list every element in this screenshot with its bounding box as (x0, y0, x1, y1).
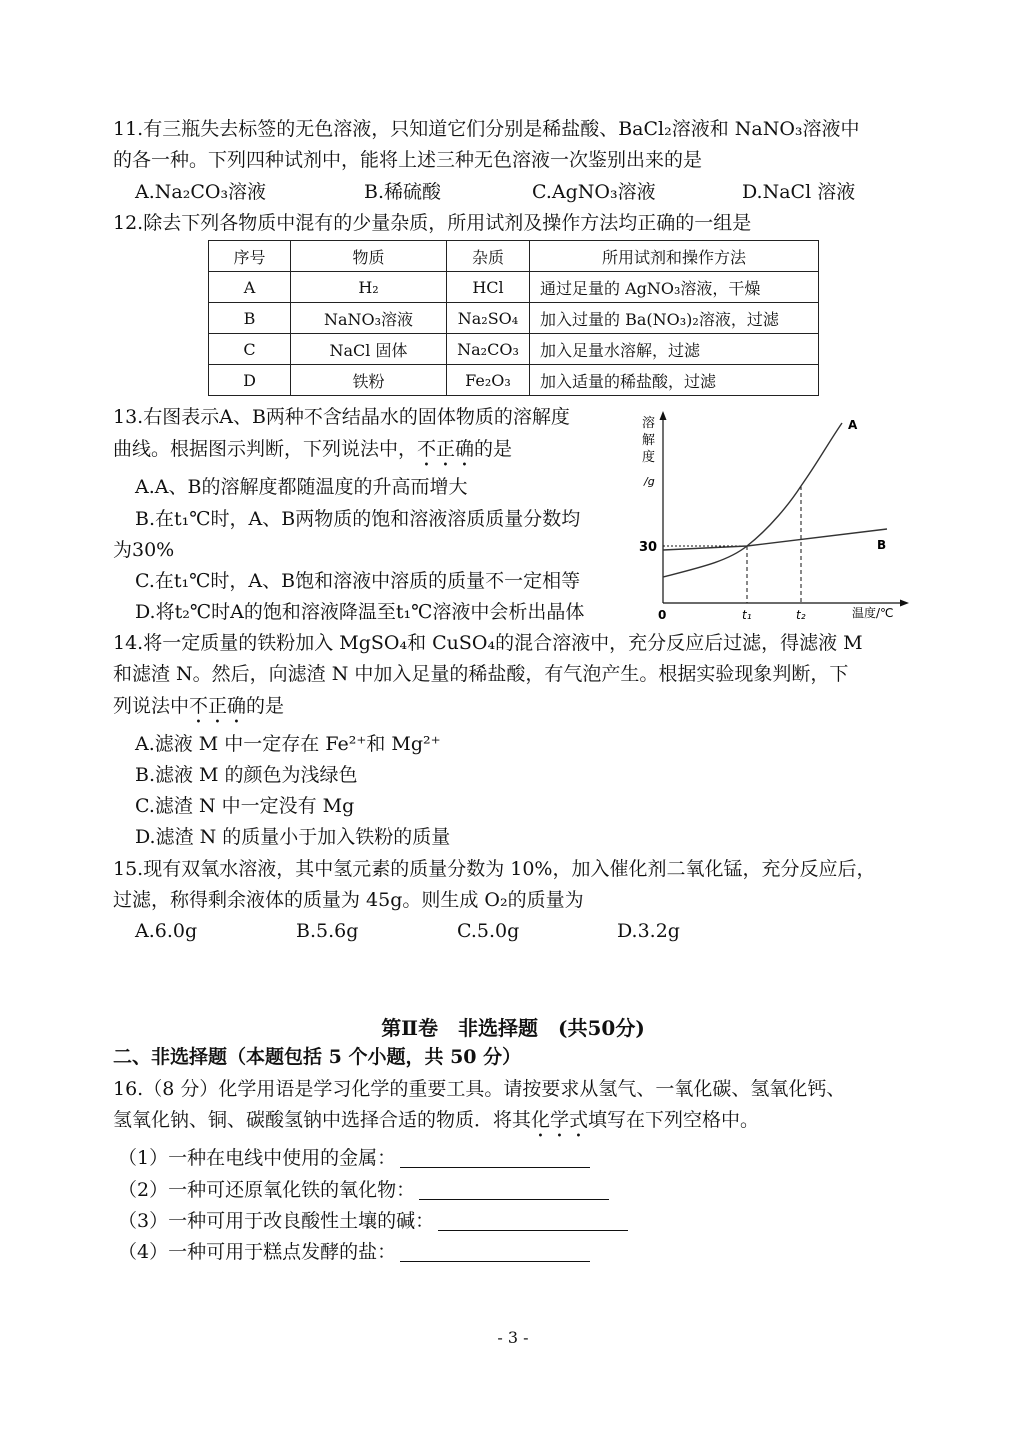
q13-option-b2: 为30% (113, 539, 175, 561)
y-label-2: 解 (642, 433, 656, 448)
y-tick-30: 30 (639, 540, 658, 555)
t2-label: t₂ (796, 608, 806, 622)
q11-option-a: A.Na₂CO₃溶液 (135, 181, 267, 203)
table-header-row (209, 241, 819, 272)
solubility-chart (630, 405, 920, 625)
q16-item-2 (118, 1177, 609, 1203)
q16-item-4 (118, 1239, 590, 1265)
q13-line2-pre: 曲线。根据图示判断，下列说法中， (113, 438, 418, 460)
table-cell: Na₂CO₃ (447, 334, 530, 365)
table-cell: NaNO₃溶液 (291, 303, 447, 334)
x-axis-label: 温度/℃ (852, 606, 894, 620)
section-subtitle: 二、非选择题（本题包括 5 个小题，共 50 分） (113, 1046, 522, 1068)
q11-option-c: C.AgNO₃溶液 (532, 181, 656, 203)
q13-option-d: D.将t₂℃时A的饱和溶液降温至t₁℃溶液中会析出晶体 (135, 601, 585, 623)
q15-option-d: D.3.2g (617, 920, 680, 942)
y-label-3: 度 (642, 450, 656, 465)
table-cell: NaCl 固体 (291, 334, 447, 365)
table-cell: 加入适量的稀盐酸，过滤 (530, 365, 819, 396)
q11-line1: 11.有三瓶失去标签的无色溶液，只知道它们分别是稀盐酸、BaCl₂溶液和 NaNO₃溶液中 (113, 118, 860, 140)
table-cell: 铁粉 (291, 365, 447, 396)
q15-option-b: B.5.6g (296, 920, 359, 942)
table-cell: HCl (447, 272, 530, 303)
table-cell: C (209, 334, 291, 365)
q13-line2 (113, 436, 512, 471)
x-axis-arrow (900, 600, 909, 607)
q13-emphasis: 不正确 (417, 438, 475, 460)
q13-option-a: A.A、B的溶解度都随温度的升高而增大 (135, 476, 468, 498)
table-cell: 加入过量的 Ba(NO₃)₂溶液，过滤 (530, 303, 819, 334)
answer-blank[interactable] (438, 1210, 628, 1231)
table-row (209, 272, 819, 303)
table-row (209, 303, 819, 334)
q11-option-b: B.稀硫酸 (364, 181, 442, 203)
q15-option-a: A.6.0g (135, 920, 198, 942)
q16-line2-post: 填写在下列空格中。 (588, 1109, 760, 1131)
q15-option-c: C.5.0g (457, 920, 520, 942)
y-unit: /g (644, 475, 655, 488)
table-cell: H₂ (291, 272, 447, 303)
q14-line3-pre: 列说法中 (113, 695, 190, 717)
curve-a (663, 423, 842, 577)
origin-label: 0 (658, 608, 667, 622)
q16-line2 (113, 1107, 759, 1142)
table-cell: 加入足量水溶解，过滤 (530, 334, 819, 365)
q12-table (208, 240, 819, 396)
table-cell: Fe₂O₃ (447, 365, 530, 396)
table-cell: D (209, 365, 291, 396)
q13-option-c: C.在t₁℃时，A、B饱和溶液中溶质的质量不一定相等 (135, 570, 581, 592)
answer-blank[interactable] (400, 1147, 590, 1168)
q16-item-3-label: （3）一种可用于改良酸性土壤的碱： (118, 1210, 435, 1232)
q11-option-d: D.NaCl 溶液 (742, 181, 856, 203)
q14-line3 (113, 693, 284, 728)
page-number: - 3 - (497, 1328, 529, 1347)
q16-line2-pre: 氢氧化钠、铜、碳酸氢钠中选择合适的物质．将其 (113, 1109, 532, 1131)
y-axis-arrow (660, 411, 667, 420)
answer-blank[interactable] (419, 1179, 609, 1200)
q13-option-b1: B.在t₁℃时，A、B两物质的饱和溶液溶质质量分数均 (135, 508, 581, 530)
q16-emphasis: 化学式 (531, 1109, 589, 1131)
table-cell: 通过足量的 AgNO₃溶液，干燥 (530, 272, 819, 303)
q15-line2: 过滤，称得剩余液体的质量为 45g。则生成 O₂的质量为 (113, 889, 584, 911)
q16-item-2-label: （2）一种可还原氧化铁的氧化物： (118, 1179, 416, 1201)
y-label-1: 溶 (642, 416, 656, 431)
q14-line3-post: 的是 (246, 695, 285, 717)
answer-blank[interactable] (400, 1241, 590, 1262)
table-cell: A (209, 272, 291, 303)
curve-a-label: A (848, 418, 858, 432)
q14-option-a: A.滤液 M 中一定存在 Fe²⁺和 Mg²⁺ (135, 733, 441, 755)
q14-emphasis: 不正确 (189, 695, 247, 717)
q11-line2: 的各一种。下列四种试剂中，能将上述三种无色溶液一次鉴别出来的是 (113, 149, 703, 171)
curve-b-label: B (877, 538, 887, 552)
section-title: 第Ⅱ卷 非选择题 (共50分) (381, 1016, 645, 1040)
q12-stem: 12.除去下列各物质中混有的少量杂质，所用试剂及操作方法均正确的一组是 (113, 212, 752, 234)
q16-line1: 16.（8 分）化学用语是学习化学的重要工具。请按要求从氢气、一氧化碳、氢氧化钙、 (113, 1078, 846, 1100)
header-cell: 杂质 (447, 241, 530, 272)
header-cell: 序号 (209, 241, 291, 272)
q13-line1: 13.右图表示A、B两种不含结晶水的固体物质的溶解度 (113, 406, 570, 428)
q16-item-4-label: （4）一种可用于糕点发酵的盐： (118, 1241, 397, 1263)
q14-line1: 14.将一定质量的铁粉加入 MgSO₄和 CuSO₄的混合溶液中，充分反应后过滤，得滤液 M (113, 632, 863, 654)
curve-b (663, 529, 887, 550)
q14-option-c: C.滤渣 N 中一定没有 Mg (135, 795, 355, 817)
q14-line2: 和滤渣 N。然后，向滤渣 N 中加入足量的稀盐酸，有气泡产生。根据实验现象判断，下 (113, 663, 849, 685)
q16-item-1 (118, 1145, 590, 1171)
q14-option-b: B.滤液 M 的颜色为浅绿色 (135, 764, 358, 786)
header-cell: 物质 (291, 241, 447, 272)
q16-item-1-label: （1）一种在电线中使用的金属： (118, 1147, 397, 1169)
table-row (209, 365, 819, 396)
t1-label: t₁ (742, 608, 752, 622)
q15-line1: 15.现有双氧水溶液，其中氢元素的质量分数为 10%，加入催化剂二氧化锰，充分反应后， (113, 858, 876, 880)
q13-line2-post: 的是 (474, 438, 513, 460)
table-cell: B (209, 303, 291, 334)
header-cell: 所用试剂和操作方法 (530, 241, 819, 272)
q14-option-d: D.滤渣 N 的质量小于加入铁粉的质量 (135, 826, 451, 848)
table-row (209, 334, 819, 365)
table-cell: Na₂SO₄ (447, 303, 530, 334)
q16-item-3 (118, 1208, 628, 1234)
